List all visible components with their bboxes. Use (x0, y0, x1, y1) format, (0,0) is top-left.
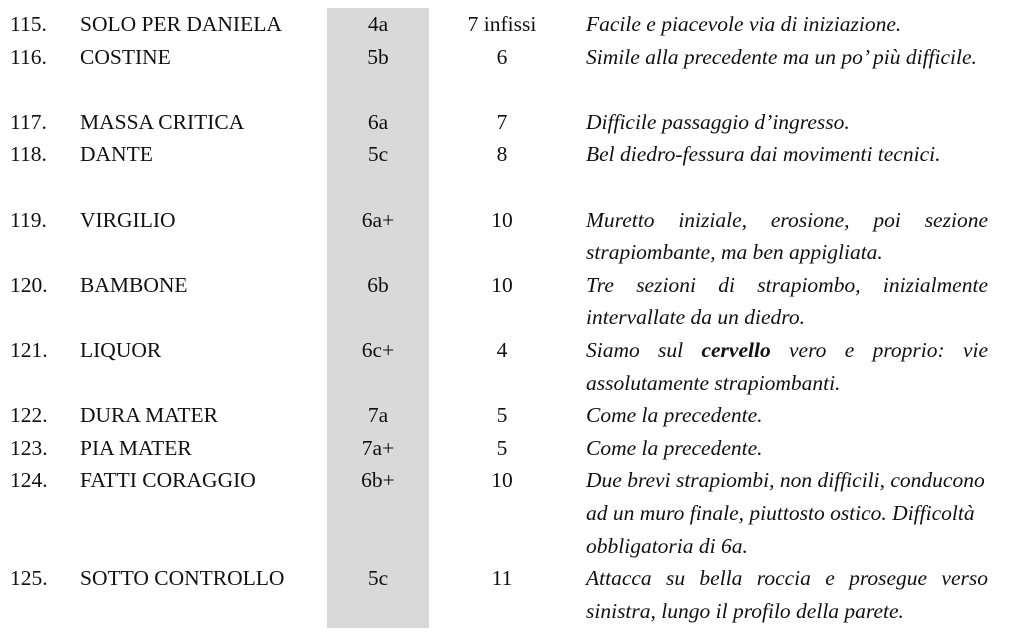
description-text: Siamo sul (586, 337, 702, 362)
route-grade: 6b+ (361, 468, 395, 493)
route-description (586, 334, 988, 399)
route-description: Attacca su bella roccia e prosegue verso sinistra, lungo il profilo della parete. (586, 566, 988, 623)
route-name: COSTINE (80, 44, 171, 69)
route-grade: 7a+ (361, 435, 395, 460)
route-name: SOLO PER DANIELA (80, 12, 282, 36)
route-number: 120. (10, 272, 48, 297)
description-text: vero e proprio: vie assolutamente strapiombanti. (586, 337, 988, 395)
route-row (0, 269, 1020, 334)
route-bolts: 10 (491, 207, 513, 232)
route-row (0, 204, 1020, 269)
route-number: 123. (10, 435, 48, 460)
route-name: DURA MATER (80, 403, 218, 428)
route-number: 115. (10, 12, 47, 36)
route-number: 122. (10, 403, 48, 428)
route-row (0, 106, 1020, 139)
route-number: 119. (10, 207, 47, 232)
route-row (0, 432, 1020, 465)
route-bolts: 5 (496, 403, 508, 428)
route-grade: 6b (367, 272, 389, 297)
route-row (0, 399, 1020, 432)
route-name: PIA MATER (80, 435, 192, 460)
route-row (0, 8, 1020, 41)
description-bold-term: cervello (701, 337, 771, 362)
route-row (0, 41, 1020, 106)
route-bolts: 4 (496, 337, 508, 362)
route-name: MASSA CRITICA (80, 109, 245, 134)
route-row (0, 138, 1020, 203)
route-grade: 6c+ (361, 337, 395, 362)
route-description: Bel diedro-fessura dai movimenti tecnici. (586, 142, 941, 167)
route-description: Simile alla precedente ma un po’ più difficile. (586, 44, 977, 69)
route-description: Come la precedente. (586, 403, 763, 428)
route-bolts: 6 (496, 44, 508, 69)
route-bolts: 5 (496, 435, 508, 460)
route-description: Difficile passaggio d’ingresso. (586, 109, 850, 134)
route-grade: 6a+ (361, 207, 395, 232)
route-grade: 5c (367, 142, 389, 167)
route-number: 124. (10, 468, 48, 493)
route-bolts: 11 (491, 566, 513, 591)
route-description: Muretto iniziale, erosione, poi sezione strapiombante, ma ben appigliata. (586, 207, 988, 265)
route-grade: 7a (367, 403, 389, 428)
route-description: Facile e piacevole via di iniziazione. (586, 12, 902, 36)
route-grade: 4a (367, 12, 389, 36)
route-number: 125. (10, 566, 48, 591)
route-bolts: 8 (496, 142, 508, 167)
route-name: LIQUOR (80, 337, 162, 362)
route-bolts: 7 (496, 109, 508, 134)
route-row (0, 562, 1020, 627)
route-description: Tre sezioni di strapiombo, inizialmente intervallate da un diedro. (586, 272, 988, 330)
route-table (0, 8, 1020, 627)
route-bolts: 10 (491, 272, 513, 297)
route-number: 118. (10, 142, 47, 167)
route-bolts: 10 (491, 468, 513, 493)
route-bolts: 7 infissi (467, 12, 537, 36)
route-name: BAMBONE (80, 272, 188, 297)
route-row (0, 464, 1020, 562)
route-grade: 5c (367, 566, 389, 591)
route-number: 117. (10, 109, 47, 134)
route-description: Come la precedente. (586, 435, 763, 460)
route-name: DANTE (80, 142, 153, 167)
route-name: SOTTO CONTROLLO (80, 566, 285, 591)
route-number: 116. (10, 44, 47, 69)
route-grade: 5b (367, 44, 389, 69)
route-description: Due brevi strapiombi, non difficili, conducono ad un muro finale, piuttosto ostico. Difficoltà obbligatoria di 6a. (586, 468, 985, 558)
route-name: VIRGILIO (80, 207, 176, 232)
route-name: FATTI CORAGGIO (80, 468, 256, 493)
route-number: 121. (10, 337, 48, 362)
route-grade: 6a (367, 109, 389, 134)
route-row (0, 334, 1020, 399)
